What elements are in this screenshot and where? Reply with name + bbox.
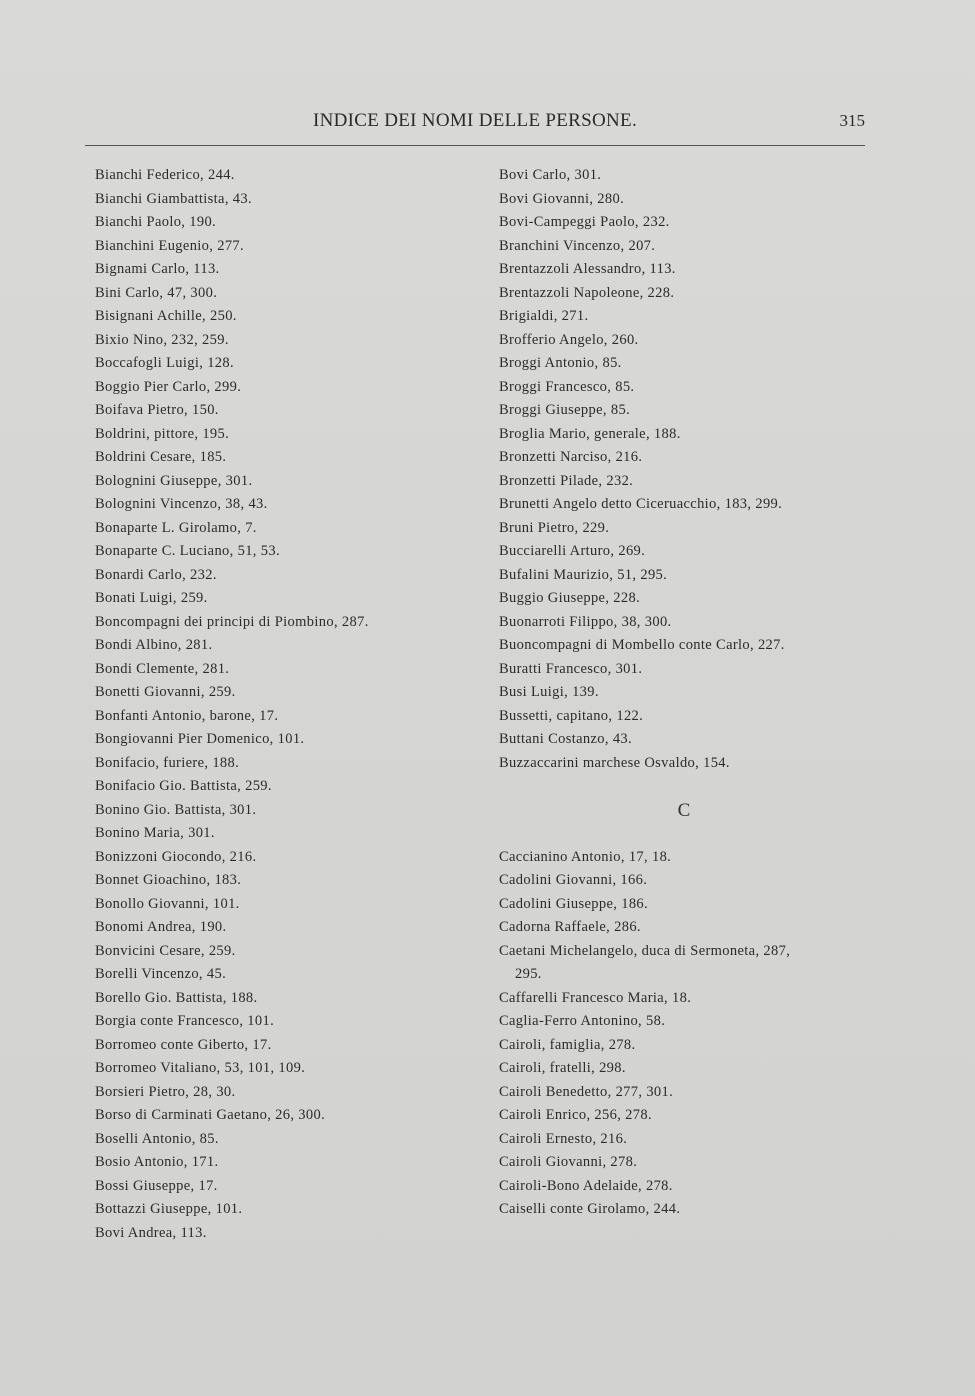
index-entry: Buratti Francesco, 301. — [499, 660, 643, 677]
index-entry: Cadorna Raffaele, 286. — [499, 919, 641, 935]
index-entry: Borromeo conte Giberto, 17. — [95, 1036, 272, 1053]
index-entry: Bonaparte C. Luciano, 51, 53. — [95, 543, 280, 559]
index-entry: Brentazzoli Alessandro, 113. — [499, 261, 676, 277]
index-entry: Bisignani Achille, 250. — [95, 308, 237, 324]
index-entry: Bruni Pietro, 229. — [499, 519, 610, 536]
index-entries-b-continued — [499, 164, 869, 775]
index-entry: Bini Carlo, 47, 300. — [95, 284, 218, 301]
page-number: 315 — [839, 111, 865, 130]
index-entry: 295. — [515, 966, 542, 982]
index-entry: Buzzaccarini marchese Osvaldo, 154. — [499, 754, 730, 771]
index-entry: Borsieri Pietro, 28, 30. — [95, 1083, 236, 1100]
section-letter-heading: C — [677, 799, 691, 821]
index-entry: Cairoli Enrico, 256, 278. — [499, 1107, 652, 1123]
index-entry: Buggio Giuseppe, 228. — [499, 590, 641, 606]
index-entry: Broggi Antonio, 85. — [499, 355, 622, 371]
index-entry: Caetani Michelangelo, duca di Sermoneta, 287, — [499, 942, 791, 959]
index-entry: Bignami Carlo, 113. — [95, 261, 220, 277]
index-entry: Bucciarelli Arturo, 269. — [499, 543, 646, 559]
index-entry: Bonvicini Cesare, 259. — [95, 942, 236, 959]
index-entry: Bufalini Maurizio, 51, 295. — [499, 566, 668, 583]
index-entry: Buttani Costanzo, 43. — [499, 731, 633, 747]
index-entry: Boldrini Cesare, 185. — [95, 449, 227, 465]
index-entry: Borgia conte Francesco, 101. — [95, 1013, 275, 1029]
index-entry: Bussetti, capitano, 122. — [499, 707, 644, 724]
header-rule — [85, 145, 865, 146]
index-entry: Brigialdi, 271. — [499, 308, 589, 324]
index-entry: Bonino Gio. Battista, 301. — [95, 801, 257, 818]
index-column-left — [95, 164, 485, 1245]
index-entry: Bottazzi Giuseppe, 101. — [95, 1201, 243, 1217]
index-entry: Bovi Giovanni, 280. — [499, 190, 625, 207]
index-entry: Bonnet Gioachino, 183. — [95, 872, 242, 888]
index-entry: Cairoli, famiglia, 278. — [499, 1036, 636, 1053]
index-entry: Boccafogli Luigi, 128. — [95, 355, 234, 371]
index-entry: Bonomi Andrea, 190. — [95, 919, 227, 935]
index-entry: Boncompagni dei principi di Piombino, 287. — [95, 613, 369, 630]
index-entry: Borromeo Vitaliano, 53, 101, 109. — [95, 1060, 306, 1076]
index-entry: Bronzetti Pilade, 232. — [499, 472, 634, 489]
index-entry: Bonardi Carlo, 232. — [95, 566, 217, 583]
index-entry: Branchini Vincenzo, 207. — [499, 237, 656, 254]
index-entry: Bonaparte L. Girolamo, 7. — [95, 519, 257, 536]
index-entry: Bonollo Giovanni, 101. — [95, 895, 240, 912]
index-entry: Caiselli conte Girolamo, 244. — [499, 1201, 681, 1217]
index-entry: Bondi Albino, 281. — [95, 637, 213, 653]
index-entry: Cairoli-Bono Adelaide, 278. — [499, 1177, 673, 1194]
index-entry: Caglia-Ferro Antonino, 58. — [499, 1013, 666, 1029]
index-entry: Cairoli, fratelli, 298. — [499, 1060, 626, 1076]
index-entry: Bolognini Giuseppe, 301. — [95, 472, 253, 489]
index-entry: Brunetti Angelo detto Ciceruacchio, 183, 299. — [499, 496, 783, 512]
index-entry: Bovi Andrea, 113. — [95, 1224, 207, 1241]
index-entry: Brentazzoli Napoleone, 228. — [499, 284, 675, 301]
page-header — [85, 110, 865, 140]
index-entry: Bianchi Giambattista, 43. — [95, 190, 252, 207]
index-entry: Brofferio Angelo, 260. — [499, 331, 639, 348]
index-entry: Bonfanti Antonio, barone, 17. — [95, 707, 279, 724]
index-entry: Broggi Francesco, 85. — [499, 378, 635, 395]
index-entry: Bongiovanni Pier Domenico, 101. — [95, 731, 305, 747]
index-entry: Bonizzoni Giocondo, 216. — [95, 848, 257, 865]
index-entry: Cairoli Giovanni, 278. — [499, 1154, 638, 1170]
index-entry: Bossi Giuseppe, 17. — [95, 1177, 218, 1194]
index-entry: Boifava Pietro, 150. — [95, 402, 219, 418]
index-entry: Borso di Carminati Gaetano, 26, 300. — [95, 1107, 326, 1123]
index-entry: Cairoli Benedetto, 277, 301. — [499, 1083, 674, 1100]
index-entry: Borelli Vincenzo, 45. — [95, 966, 227, 982]
index-entry: Broglia Mario, generale, 188. — [499, 425, 681, 442]
index-entry: Bonifacio Gio. Battista, 259. — [95, 778, 272, 794]
index-entries-c — [499, 846, 869, 1222]
index-entry: Caccianino Antonio, 17, 18. — [499, 848, 672, 865]
index-entry: Busi Luigi, 139. — [499, 684, 599, 700]
index-entry: Bianchi Federico, 244. — [95, 167, 235, 183]
index-entry: Cadolini Giuseppe, 186. — [499, 895, 649, 912]
index-entry: Bonifacio, furiere, 188. — [95, 754, 240, 771]
index-entry: Cadolini Giovanni, 166. — [499, 872, 648, 888]
index-entry: Bixio Nino, 232, 259. — [95, 331, 229, 348]
index-entry: Bianchi Paolo, 190. — [95, 214, 217, 230]
index-entry: Bonati Luigi, 259. — [95, 590, 208, 606]
index-entry: Buonarroti Filippo, 38, 300. — [499, 613, 672, 630]
index-entry: Borello Gio. Battista, 188. — [95, 989, 258, 1006]
index-column-right — [499, 164, 869, 1222]
index-entry: Bosio Antonio, 171. — [95, 1154, 219, 1170]
index-entry: Boldrini, pittore, 195. — [95, 425, 230, 442]
index-entry: Caffarelli Francesco Maria, 18. — [499, 989, 692, 1006]
index-entry: Bronzetti Narciso, 216. — [499, 449, 643, 465]
index-entry: Broggi Giuseppe, 85. — [499, 402, 631, 418]
index-entry: Buoncompagni di Mombello conte Carlo, 227. — [499, 637, 785, 653]
index-entry: Boselli Antonio, 85. — [95, 1130, 219, 1147]
index-entry: Bianchini Eugenio, 277. — [95, 237, 244, 254]
index-entry: Bovi Carlo, 301. — [499, 167, 602, 183]
index-entry: Bolognini Vincenzo, 38, 43. — [95, 496, 268, 512]
index-entry: Bonino Maria, 301. — [95, 825, 215, 841]
index-entry: Bovi-Campeggi Paolo, 232. — [499, 214, 670, 230]
index-entry: Bondi Clemente, 281. — [95, 660, 230, 677]
index-entry: Boggio Pier Carlo, 299. — [95, 378, 242, 395]
page-title: INDICE DEI NOMI DELLE PERSONE. — [312, 110, 638, 131]
index-entry: Cairoli Ernesto, 216. — [499, 1130, 628, 1147]
index-entry: Bonetti Giovanni, 259. — [95, 684, 236, 700]
